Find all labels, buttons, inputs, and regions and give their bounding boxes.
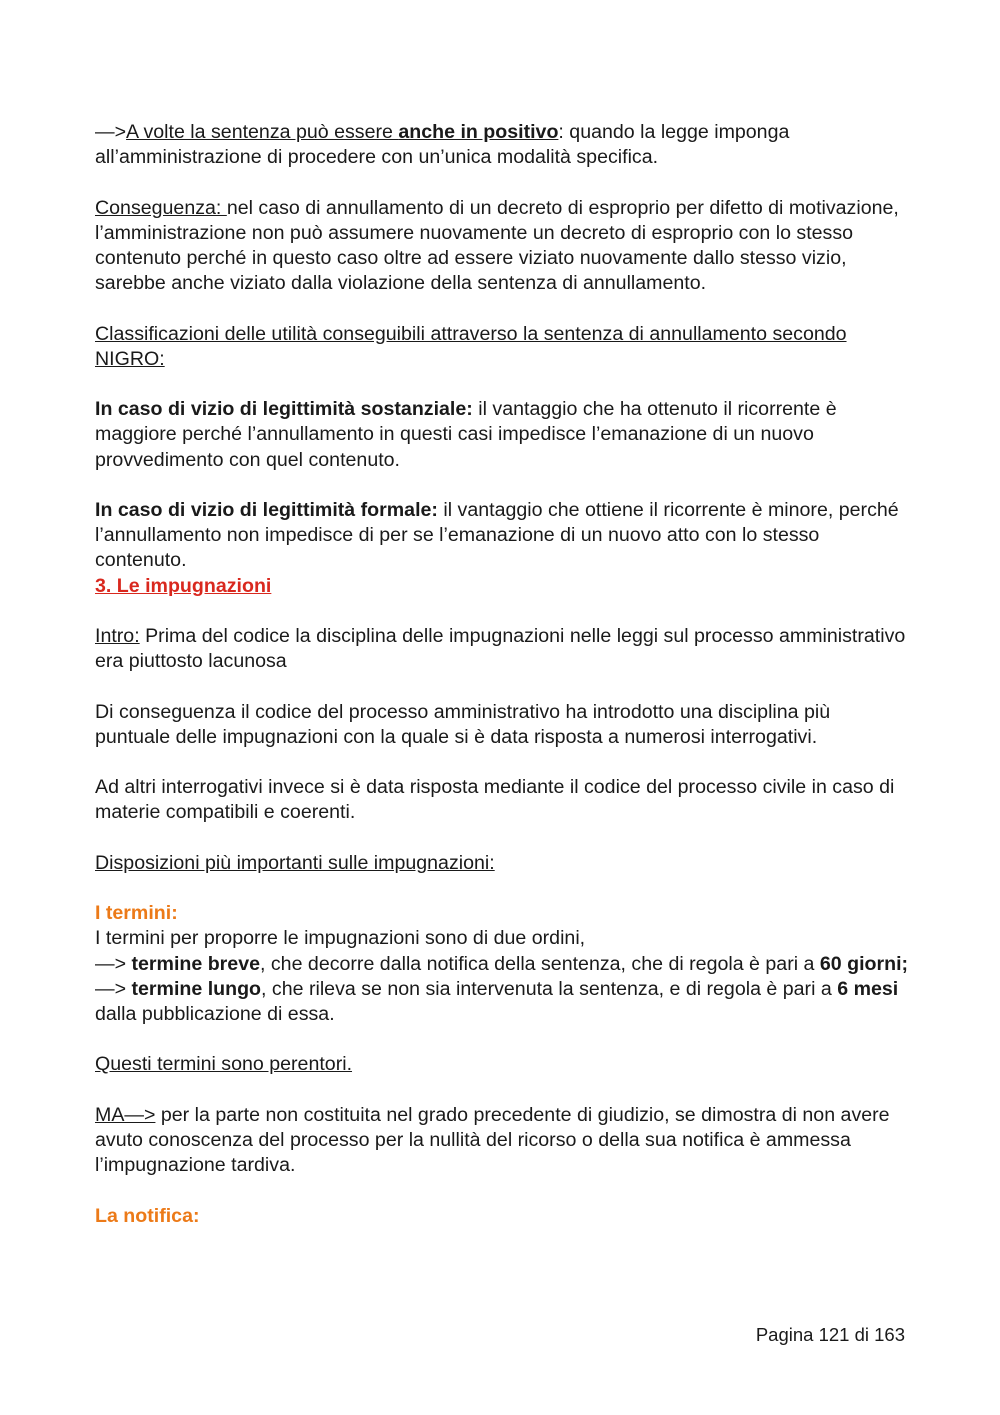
termine-lungo-value: 6 mesi (837, 977, 899, 1000)
page-content (95, 120, 910, 1229)
underlined-text: A volte la sentenza può essere (126, 121, 399, 143)
paragraph-vizio-sostanziale (95, 397, 910, 473)
intro-label: Intro: (95, 624, 140, 647)
arrow-text: —> (95, 952, 132, 975)
section-heading: 3. Le impugnazioni (95, 574, 272, 597)
arrow-text: —> (95, 121, 127, 143)
paragraph-impugnazione-tardiva (95, 1103, 910, 1179)
ma-label: MA—> (95, 1103, 156, 1126)
notifica-heading: La notifica: (95, 1204, 200, 1227)
paragraph-intro (95, 624, 910, 674)
conseguenza-text: nel caso di annullamento di un decreto di esproprio per difetto di motivazione, l’amministrazione non può assumere nuovamente un decreto di esproprio con lo stesso contenuto perché in questo caso oltre ad essere viziato nuovamente dallo stesso vizio, sarebbe anche viziato dalla violazione della sentenza di annullamento. (95, 196, 899, 295)
page-number: Pagina 121 di 163 (755, 1324, 905, 1345)
termini-heading: I termini: (95, 902, 178, 925)
termine-breve-item (95, 952, 910, 977)
termine-lungo-item (95, 977, 910, 1027)
termine-lungo-text-end: dalla pubblicazione di essa. (95, 1002, 335, 1025)
impugnazione-tardiva-text: per la parte non costituita nel grado precedente di giudizio, se dimostra di non avere avuto conoscenza del processo per la nullità del ricorso o della sua notifica è ammessa l’impugnazione tardiva. (95, 1103, 890, 1177)
intro-text: Prima del codice la disciplina delle impugnazioni nelle leggi sul processo amministrativo era piuttosto lacunosa (95, 624, 906, 673)
termine-breve-value: 60 giorni; (819, 952, 909, 975)
termine-lungo-label: termine lungo (131, 977, 262, 1000)
vizio-sostanziale-label: In caso di vizio di legittimità sostanziale: (95, 398, 473, 421)
paragraph-vizio-formale (95, 498, 910, 574)
paragraph-altri-interrogativi: Ad altri interrogativi invece si è data risposta mediante il codice del processo civile in caso di materie compatibili e coerenti. (95, 776, 895, 824)
vizio-sostanziale-text: il vantaggio che ha ottenuto il ricorrente è maggiore perché l’annullamento in questi casi impedisce l’emanazione di un nuovo provvedimento con quel contenuto. (95, 398, 837, 471)
arrow-text: —> (95, 977, 132, 1000)
vizio-formale-text: il vantaggio che ottiene il ricorrente è minore, perché l’annullamento non impedisce di per se l’emanazione di un nuovo atto con lo stesso contenuto. (95, 498, 899, 572)
termini-intro: I termini per proporre le impugnazioni sono di due ordini, (95, 927, 586, 950)
disposizioni-heading: Disposizioni più importanti sulle impugnazioni: (95, 851, 495, 874)
termine-breve-text: , che decorre dalla notifica della sentenza, che di regola è pari a (260, 952, 820, 975)
classificazioni-heading: Classificazioni delle utilità conseguibili attraverso la sentenza di annullamento secondo NIGRO: (95, 322, 847, 370)
underlined-intro (126, 121, 558, 143)
bold-underlined-text: anche in positivo (398, 121, 559, 143)
termini-perentori: Questi termini sono perentori. (95, 1053, 353, 1076)
termine-lungo-text: , che rileva se non sia intervenuta la sentenza, e di regola è pari a (261, 977, 838, 1000)
paragraph-sentenza-positivo (95, 120, 910, 170)
paragraph-text: : quando la legge imponga all’amministrazione di procedere con un’unica modalità specifica. (95, 121, 790, 169)
paragraph-conseguenza (95, 196, 910, 297)
termine-breve-label: termine breve (131, 952, 260, 975)
conseguenza-label: Conseguenza: (95, 196, 227, 219)
vizio-formale-label: In caso di vizio di legittimità formale: (95, 498, 438, 521)
paragraph-codice: Di conseguenza il codice del processo amministrativo ha introdotto una disciplina più puntuale delle impugnazioni con la quale si è data risposta a numerosi interrogativi. (95, 700, 831, 748)
